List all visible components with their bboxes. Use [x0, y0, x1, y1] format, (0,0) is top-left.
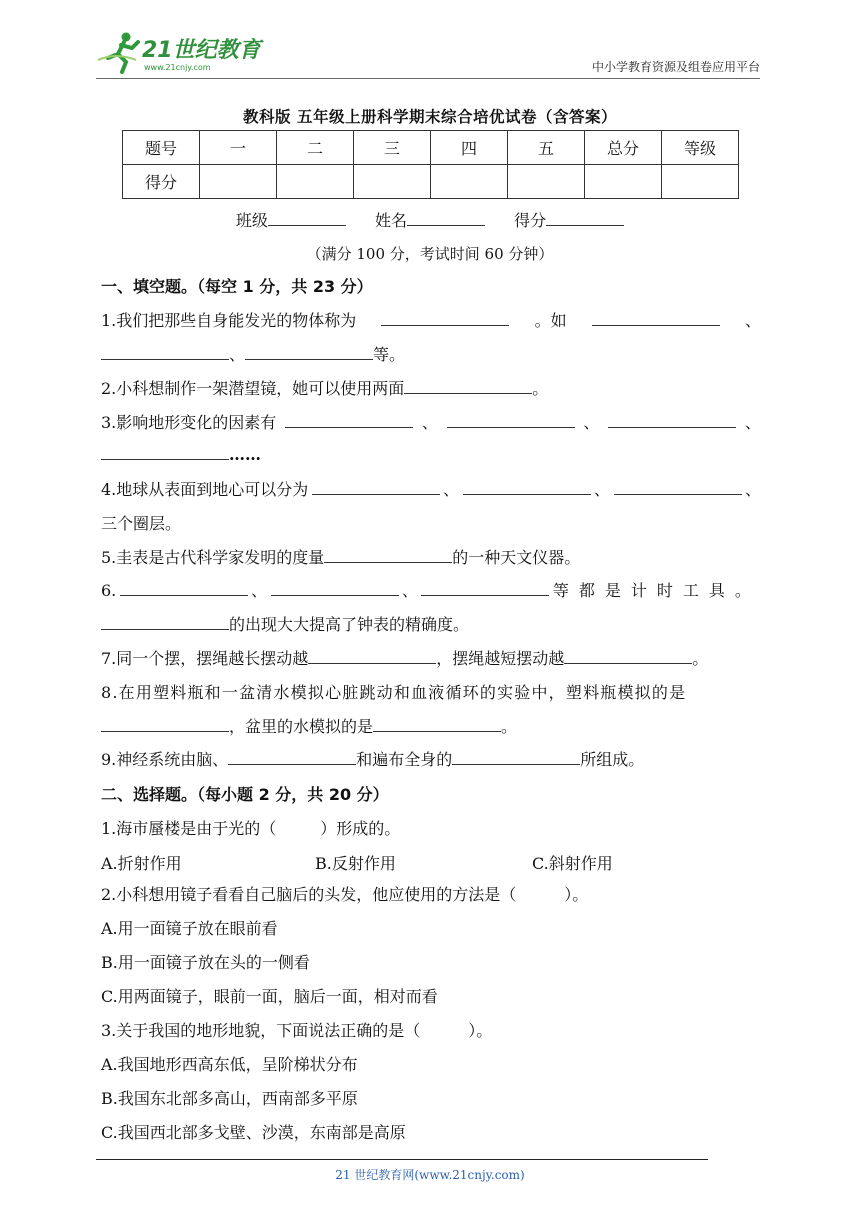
table-cell: 题号 [123, 131, 200, 165]
table-cell-empty [508, 165, 585, 199]
text: 、 [229, 345, 246, 364]
answer-blank [324, 548, 452, 563]
table-cell: 二 [277, 131, 354, 165]
score-label: 得分 [514, 211, 547, 230]
text: ，摆绳越短摆动越 [436, 649, 565, 668]
text: 、 [744, 413, 761, 432]
text: 、 [402, 581, 419, 600]
table-cell: 三 [354, 131, 431, 165]
student-info-line [0, 208, 860, 231]
table-cell-empty [585, 165, 662, 199]
table-cell-empty [277, 165, 354, 199]
answer-blank [381, 311, 509, 326]
answer-blank [308, 649, 436, 664]
text: …… [229, 445, 261, 464]
answer-blank [101, 717, 229, 732]
answer-blank [421, 581, 549, 596]
text: 的出现大大提高了钟表的精确度。 [229, 615, 470, 634]
option: C.用两面镜子，眼前一面，脑后一面，相对而看 [101, 987, 438, 1006]
table-cell: 等级 [662, 131, 739, 165]
question-line [101, 1021, 761, 1041]
question-line [101, 413, 761, 433]
table-cell-empty [200, 165, 277, 199]
answer-blank [312, 480, 440, 495]
answer-blank [463, 480, 591, 495]
table-cell: 一 [200, 131, 277, 165]
name-label: 姓名 [374, 211, 407, 230]
text: ）。 [468, 1021, 493, 1040]
answer-blank [101, 345, 229, 360]
answer-blank [101, 445, 229, 460]
text: 、 [421, 413, 438, 432]
answer-blank [120, 581, 248, 596]
option: C.我国西北部多戈壁、沙漠，东南部是高原 [101, 1123, 406, 1142]
text: 。 [532, 379, 549, 398]
name-blank [407, 211, 485, 226]
answer-blank [614, 480, 742, 495]
score-table [122, 130, 739, 199]
question-line [101, 311, 761, 331]
answer-blank [228, 750, 356, 765]
text: 。 [692, 649, 709, 668]
table-cell: 四 [431, 131, 508, 165]
question-line [101, 885, 761, 905]
class-label: 班级 [235, 211, 268, 230]
question-line [101, 615, 761, 635]
question-line [101, 649, 761, 669]
question-line [101, 445, 761, 465]
site-logo [96, 30, 276, 76]
text: 。如 [534, 311, 567, 330]
question-line [101, 717, 761, 737]
score-table-score-row [123, 165, 739, 199]
text: 的一种天文仪器。 [452, 548, 581, 567]
text: 3.关于我国的地形地貌，下面说法正确的是（ [101, 1021, 421, 1040]
question-line [101, 345, 761, 365]
answer-blank [101, 615, 229, 630]
answer-blank [608, 413, 736, 428]
logo-text: 21世纪教育 [142, 38, 261, 63]
text: 等。 [373, 345, 406, 364]
question-line [101, 819, 761, 839]
text: 和遍布全身的 [356, 750, 453, 769]
text: 、 [443, 480, 460, 499]
answer-blank [404, 379, 532, 394]
answer-blank [447, 413, 575, 428]
text: 1.我们把那些自身能发光的物体称为 [101, 311, 357, 330]
table-cell-empty [431, 165, 508, 199]
text: 3.影响地形变化的因素有 [101, 413, 277, 432]
answer-blank [564, 649, 692, 664]
score-blank [546, 211, 624, 226]
option: A.折射作用 [101, 854, 182, 873]
question-line [101, 379, 761, 399]
class-blank [268, 211, 346, 226]
question-line [101, 581, 761, 601]
score-table-header-row [123, 131, 739, 165]
text: 4.地球从表面到地心可以分为 [101, 480, 309, 499]
text: 等都是计时工具。 [552, 581, 761, 600]
text: 。 [501, 717, 518, 736]
option: A.用一面镜子放在眼前看 [101, 919, 278, 938]
answer-blank [245, 345, 373, 360]
question-line [101, 548, 761, 568]
text: 、 [251, 581, 268, 600]
answer-blank [592, 311, 720, 326]
text: 2.小科想用镜子看看自己脑后的头发，他应使用的方法是（ [101, 885, 517, 904]
text: 5.圭表是古代科学家发明的度量 [101, 548, 325, 567]
answer-blank [271, 581, 399, 596]
question-line: 8.在用塑料瓶和一盆清水模拟心脏跳动和血液循环的实验中，塑料瓶模拟的是 [101, 683, 687, 702]
text: 、 [583, 413, 600, 432]
exam-title: 教科版 五年级上册科学期末综合培优试卷（含答案） [243, 108, 617, 126]
question-line: 三个圈层。 [101, 514, 182, 533]
text: ）形成的。 [320, 819, 401, 838]
question-line [101, 480, 761, 500]
text: 所组成。 [580, 750, 645, 769]
option: A.我国地形西高东低，呈阶梯状分布 [101, 1055, 358, 1074]
option: C.斜射作用 [532, 854, 613, 873]
text: 、 [744, 311, 761, 330]
logo-url: www.21cnjy.com [144, 63, 211, 72]
answer-blank [285, 413, 413, 428]
header-divider [96, 78, 760, 79]
text: 1.海市蜃楼是由于光的（ [101, 819, 277, 838]
text: 2.小科想制作一架潜望镜，她可以使用两面 [101, 379, 405, 398]
text: ）。 [564, 885, 589, 904]
answer-blank [373, 717, 501, 732]
text: 、 [744, 480, 761, 499]
runner-icon [98, 33, 138, 73]
table-cell-empty [662, 165, 739, 199]
text: 6. [101, 581, 117, 600]
section-heading: 二、选择题。（每小题 2 分，共 20 分） [101, 785, 389, 804]
footer-divider [96, 1159, 708, 1160]
section-heading: 一、填空题。（每空 1 分，共 23 分） [101, 277, 373, 296]
table-cell-empty [354, 165, 431, 199]
page-header [96, 30, 760, 80]
answer-blank [452, 750, 580, 765]
text: ，盆里的水模拟的是 [229, 717, 374, 736]
table-cell: 总分 [585, 131, 662, 165]
text: 、 [594, 480, 611, 499]
option: B.用一面镜子放在头的一侧看 [101, 953, 310, 972]
table-cell: 五 [508, 131, 585, 165]
option: B.我国东北部多高山，西南部多平原 [101, 1089, 358, 1108]
option: B.反射作用 [315, 854, 396, 873]
table-cell: 得分 [123, 165, 200, 199]
site-tagline: 中小学教育资源及组卷应用平台 [591, 60, 760, 74]
text: 7.同一个摆，摆绳越长摆动越 [101, 649, 309, 668]
footer-link[interactable]: 21 世纪教育网(www.21cnjy.com) [335, 1168, 525, 1182]
text: 9.神经系统由脑、 [101, 750, 229, 769]
question-line [101, 750, 761, 770]
exam-note: （满分 100 分，考试时间 60 分钟） [306, 245, 554, 263]
